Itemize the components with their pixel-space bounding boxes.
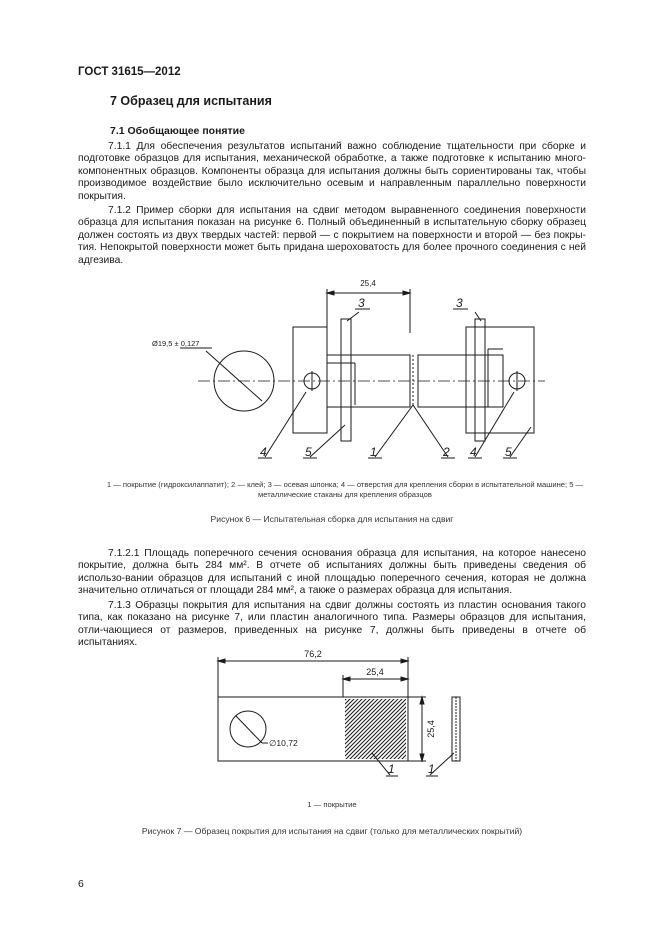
fig6-callout-4a: 4 [260,445,267,459]
fig7-dim-length: 76,2 [304,649,322,659]
figure-7-key: 1 — покрытие [307,800,357,809]
fig7-dim-height: 25,4 [426,720,436,738]
fig7-dim-hole: ∅10,72 [269,738,298,748]
fig6-callout-1: 1 [370,445,377,459]
figure-7-caption: Рисунок 7 — Образец покрытия для испытания на сдвиг (только для металлических покрытий) [141,826,523,836]
paragraph-7-1-1: 7.1.1 Для обеспечения результатов испытаний важно соблюдение тщательности при сборке и подготовке образцов для испытания, механической обработке, а также подготовке к испытанию много-компонентных образцов. Компоненты образца для испытания должны быть сориентированы так, чтобы производимое воздействие было исключительно осевым и направленным параллельно поверхности покрытия. [78,141,586,202]
fig6-dim-width: 25,4 [360,279,376,288]
figure-6-drawing [0,275,661,475]
figure-6-caption: Рисунок 6 — Испытательная сборка для испытания на сдвиг [210,514,454,524]
fig6-callout-3b: 3 [456,296,463,310]
fig6-dim-diameter: Ø19,5 ± 0,127 [152,339,200,348]
figure-6-key: 1 — покрытие (гидроксилаппатит); 2 — клей; 3 — осевая шпонка; 4 — отверстия для крепления сборки в испытательной машине; 5 — металлические стаканы для крепления образцов [106,480,584,499]
document-header: ГОСТ 31615—2012 [78,66,181,78]
fig7-callout-1a: 1 [388,762,395,776]
figure-7-drawing [0,645,661,790]
page-number: 6 [78,878,84,890]
paragraph-7-1-3: 7.1.3 Образцы покрытия для испытания на сдвиг должны состоять из пластин основания такого типа, как показано на рисунке 7, или пластин аналогичного типа. Размеры образцов для испытания, отли-чающиеся от размеров, приведенных на рисунке 7, должны быть приведены в отчете об испытаниях. [78,600,586,649]
fig7-callout-1b: 1 [428,762,435,776]
fig6-callout-3a: 3 [358,296,365,310]
subsection-title: 7.1 Обобщающее понятие [110,125,245,137]
paragraph-7-1-2: 7.1.2 Пример сборки для испытания на сдвиг методом выравненного соединения поверхности образца для испытания показан на рисунке 6. Полный объединенный в испытательную сборку образец должен состоять из двух твердых частей: первой — с покрытием на поверхности и второй — без покры-тия. Непокрытой поверхности может быть придана шероховатость для более прочного соединения с ней адгезива. [78,205,586,266]
fig6-callout-2: 2 [443,445,450,459]
section-title: 7 Образец для испытания [110,94,272,108]
fig6-callout-5b: 5 [505,445,512,459]
paragraph-7-1-2-1: 7.1.2.1 Площадь поперечного сечения основания образца для испытания, на которое нанесено покрытие, должна быть 284 мм². В отчете об испытаниях должны быть приведены сведения об использо-вании образцов для испытаний с иной площадью поперечного сечения, которая не должна значительно отличаться от площади 284 мм², а также о размерах образца для испытания. [78,548,586,597]
fig6-callout-5a: 5 [305,445,312,459]
fig6-callout-4b: 4 [470,445,477,459]
fig7-dim-coat-width: 25,4 [366,667,384,677]
